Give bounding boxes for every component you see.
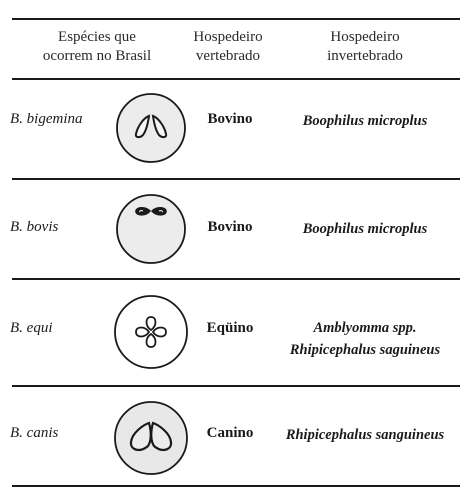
table-bottom-rule [12,485,460,487]
header-vertebrate-line1: Hospedeiro [193,29,263,45]
species-name: B. bigemina [10,111,83,127]
vertebrate-host: Eqüino [206,320,254,336]
species-name: B. equi [10,320,53,336]
small-paired-parasite-icon [113,191,189,267]
row-divider [12,385,460,387]
invertebrate-host-line: Amblyomma spp. [313,320,417,336]
header-vertebrate-line2: vertebrado [195,48,261,64]
invertebrate-host [270,317,460,361]
table-top-rule [12,18,460,20]
species-name: B. canis [10,425,59,441]
invertebrate-host-line: Boophilus microplus [302,113,428,129]
vertebrate-host: Canino [206,425,254,441]
invertebrate-host-line: Rhipicephalus saguineus [289,342,441,358]
paired-pear-parasite-icon [113,90,189,166]
header-vertebrate-host [178,28,278,66]
large-paired-pear-parasite-icon [112,399,190,477]
row-divider [12,278,460,280]
invertebrate-host [270,424,460,446]
maltese-cross-parasite-icon [112,293,190,371]
header-rule [12,78,460,80]
header-species [12,28,182,66]
header-species-line2: ocorrem no Brasil [42,48,152,64]
invertebrate-host-line: Boophilus microplus [302,221,428,237]
header-invertebrate-line2: invertebrado [327,48,403,64]
header-invertebrate-line1: Hospedeiro [330,29,400,45]
row-divider [12,178,460,180]
header-species-line1: Espécies que [58,29,136,45]
species-name: B. bovis [10,219,59,235]
invertebrate-host-line: Rhipicephalus sanguineus [285,427,445,443]
invertebrate-host [270,110,460,132]
vertebrate-host: Bovino [207,111,253,127]
vertebrate-host: Bovino [207,219,253,235]
header-invertebrate-host [300,28,430,66]
invertebrate-host [270,218,460,240]
